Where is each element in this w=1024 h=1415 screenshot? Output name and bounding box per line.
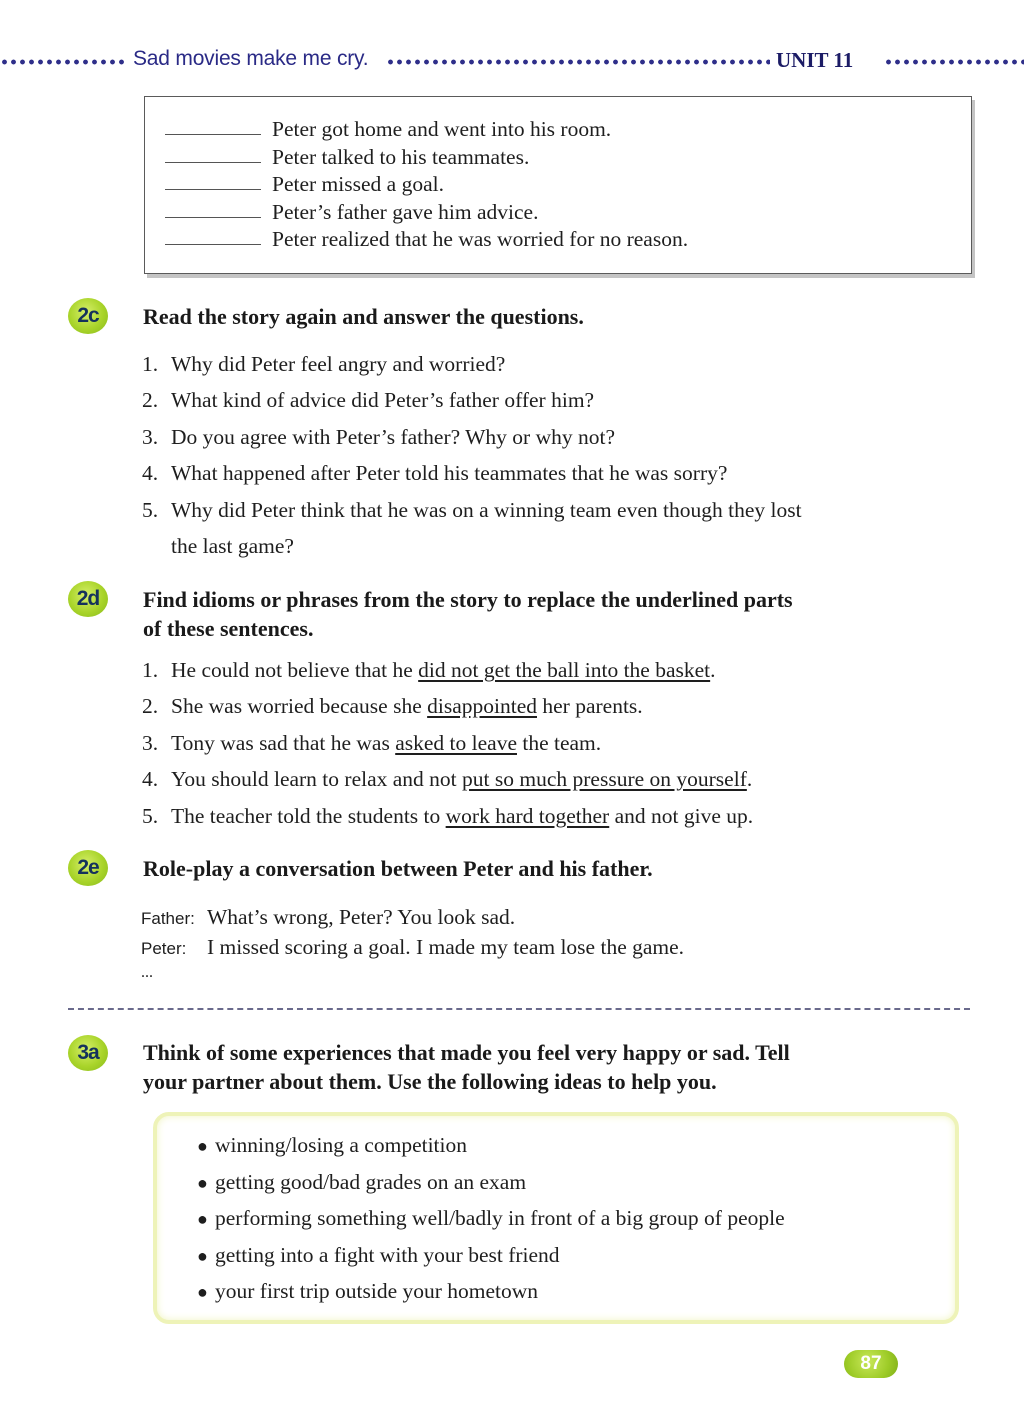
- header-title: Sad movies make me cry.: [133, 47, 369, 70]
- order-item: [165, 172, 444, 200]
- sentence-text: the team.: [516, 731, 602, 755]
- header-dots-left: [0, 58, 128, 66]
- section-title-3a-line1: Think of some experiences that made you feel very happy or sad. Tell: [143, 1040, 790, 1065]
- dialogue-line: [141, 902, 515, 934]
- order-item: [165, 145, 529, 173]
- order-item-text: Peter got home and went into his room.: [272, 117, 612, 141]
- section-title-2d-line1: Find idioms or phrases from the story to replace the underlined parts: [143, 587, 793, 612]
- sentence-text: The teacher told the students to: [171, 804, 446, 828]
- idea-text: getting good/bad grades on an exam: [215, 1170, 527, 1194]
- speaker-label: Peter:: [141, 939, 187, 958]
- sentence-item: 3. Tony was sad that he was asked to leave the team.: [142, 731, 602, 755]
- speaker-label: Father:: [141, 909, 195, 928]
- section-title-2e: Role-play a conversation between Peter and his father.: [143, 856, 653, 881]
- sentence-text: She was worried because she: [171, 694, 428, 718]
- idea-text: winning/losing a competition: [215, 1133, 468, 1157]
- sentence-text: her parents.: [537, 694, 643, 718]
- question-text: What happened after Peter told his teammates that he was sorry?: [171, 461, 728, 485]
- ideas-box: [153, 1112, 959, 1324]
- answer-blank[interactable]: [165, 200, 261, 218]
- order-item: [165, 117, 611, 145]
- bullet-icon: ●: [197, 1136, 208, 1156]
- question-item: 1. Why did Peter feel angry and worried?: [142, 352, 506, 376]
- dialogue-text: I missed scoring a goal. I made my team lose the game.: [207, 935, 685, 959]
- bullet-icon: ●: [197, 1246, 208, 1266]
- question-text: Do you agree with Peter’s father? Why or why not?: [171, 425, 616, 449]
- section-divider: [68, 1008, 970, 1010]
- answer-blank[interactable]: [165, 172, 261, 190]
- sentence-item: 4. You should learn to relax and not put so much pressure on yourself.: [142, 767, 753, 791]
- order-item: [165, 200, 538, 228]
- question-text: Why did Peter think that he was on a winning team even though they lost: [171, 498, 802, 522]
- idea-text: performing something well/badly in front of a big group of people: [215, 1206, 785, 1230]
- question-text: What kind of advice did Peter’s father offer him?: [171, 388, 595, 412]
- order-item-text: Peter talked to his teammates.: [272, 145, 530, 169]
- header-unit: UNIT 11: [776, 48, 854, 72]
- sentence-text: and not give up.: [609, 804, 754, 828]
- question-continuation: the last game?: [171, 534, 294, 558]
- sentence-text: Tony was sad that he was: [171, 731, 396, 755]
- dialogue-ellipsis: ...: [141, 964, 153, 981]
- idea-text: getting into a fight with your best friend: [215, 1243, 560, 1267]
- idea-item: [197, 1203, 785, 1234]
- question-item: 5. Why did Peter think that he was on a winning team even though they lost: [142, 498, 802, 522]
- question-text: Why did Peter feel angry and worried?: [171, 352, 506, 376]
- bullet-icon: ●: [197, 1209, 208, 1229]
- idea-text: your first trip outside your hometown: [215, 1279, 539, 1303]
- dialogue-line: [141, 932, 684, 964]
- sentence-item: 5. The teacher told the students to work hard together and not give up.: [142, 804, 754, 828]
- idea-item: [197, 1167, 526, 1198]
- header-dots-right: [884, 58, 1024, 66]
- idea-item: [197, 1240, 560, 1271]
- question-item: 3. Do you agree with Peter’s father? Why or why not?: [142, 425, 616, 449]
- underlined-phrase: put so much pressure on yourself: [462, 767, 747, 791]
- sentence-text: He could not believe that he: [171, 658, 419, 682]
- bullet-icon: ●: [197, 1282, 208, 1302]
- page-number: 87: [844, 1350, 898, 1378]
- idea-item: [197, 1276, 538, 1307]
- sentence-text: .: [746, 767, 753, 791]
- answer-blank[interactable]: [165, 145, 261, 163]
- underlined-phrase: did not get the ball into the basket: [418, 658, 711, 682]
- section-badge-3a: 3a: [68, 1035, 108, 1071]
- order-item-text: Peter realized that he was worried for no reason.: [272, 227, 689, 251]
- dialogue-text: What’s wrong, Peter? You look sad.: [207, 905, 516, 929]
- page-header: [0, 44, 1024, 80]
- sentence-text: You should learn to relax and not: [171, 767, 463, 791]
- sentence-item: 2. She was worried because she disappointed her parents.: [142, 694, 643, 718]
- answer-blank[interactable]: [165, 227, 261, 245]
- question-item: 4. What happened after Peter told his teammates that he was sorry?: [142, 461, 728, 485]
- section-badge-2d: 2d: [68, 581, 108, 617]
- sentence-text: .: [710, 658, 716, 682]
- section-badge-2e: 2e: [68, 850, 108, 886]
- order-item-text: Peter’s father gave him advice.: [272, 200, 539, 224]
- question-item: 2. What kind of advice did Peter’s father offer him?: [142, 388, 595, 412]
- section-title-2d-line2: of these sentences.: [143, 616, 314, 641]
- order-item-text: Peter missed a goal.: [272, 172, 444, 196]
- sentence-item: 1. He could not believe that he did not get the ball into the basket.: [142, 658, 716, 682]
- ordering-box: [144, 96, 972, 274]
- underlined-phrase: disappointed: [427, 694, 537, 718]
- bullet-icon: ●: [197, 1173, 208, 1193]
- section-title-3a-line2: your partner about them. Use the following ideas to help you.: [143, 1069, 717, 1094]
- underlined-phrase: asked to leave: [395, 731, 517, 755]
- answer-blank[interactable]: [165, 117, 261, 135]
- section-title-2c: Read the story again and answer the questions.: [143, 304, 584, 329]
- header-dots-middle: [386, 58, 770, 66]
- underlined-phrase: work hard together: [445, 804, 610, 828]
- order-item: [165, 227, 688, 255]
- idea-item: [197, 1130, 467, 1161]
- section-badge-2c: 2c: [68, 298, 108, 334]
